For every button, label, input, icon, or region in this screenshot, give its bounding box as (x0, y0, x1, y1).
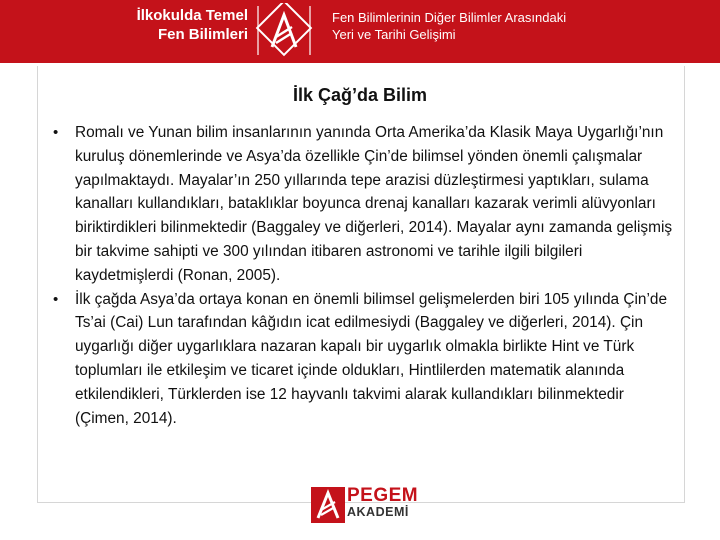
bullet-text: Romalı ve Yunan bilim insanlarının yanında Orta Amerika’da Klasik Maya Uygarlığı’nın kuruluş dönemlerinde ve Asya’da özellikle Çin’de bilimsel yönden önemli çalışmalar yapılmaktaydı. Mayalar’ın 250 yıllarında tepe arazisi düzleştirmesi yaptıkları, sulama kanalları kullandıkları, bataklıklar boyunca drenaj kanalları kazarak verimli alüvyonları biriktirdikleri bilinmektedir (Baggaley ve diğerleri, 2014). Mayalar aynı zamanda gelişmiş bir takvime sahipti ve 300 yılından itibaren astronomi ve tarihle ilgili bilgileri kaydetmişlerdi (Ronan, 2005). (75, 124, 673, 284)
header-banner (0, 0, 720, 63)
bullet-item (48, 288, 676, 431)
course-title (120, 6, 248, 44)
pegem-a-logo-icon (311, 487, 345, 523)
brand-name: PEGEM (347, 485, 419, 506)
bullet-marker: • (53, 290, 59, 308)
course-title-line2: Fen Bilimleri (157, 26, 248, 43)
footer-logo (311, 485, 419, 525)
bullet-item (48, 121, 676, 288)
chapter-title-line2: Yeri ve Tarihi Gelişimi (332, 27, 456, 42)
slide-title: İlk Çağ’da Bilim (292, 85, 428, 105)
course-title-line1: İlkokulda Temel (136, 7, 248, 24)
bullet-text: İlk çağda Asya’da ortaya konan en önemli bilimsel gelişmelerden biri 105 yılında Çin’de Ts’ai (Cai) Lun tarafından kâğıdın icat edilmesiydi (Baggaley ve diğerleri, 2014). Çin uygarlığı diğer uygarlıklara nazaran kapalı bir uygarlık olmakla birlikte Hint ve Türk toplumları ile etkileşim ve ticaret içinde oldukları, Hintlilerden matematik alanında etkilendikleri, Türklerden ise 12 hayvanlı takvimi alarak kullandıkları bilinmektedir (Çimen, 2014). (75, 290, 668, 427)
pegem-a-logo-icon (255, 3, 313, 58)
chapter-title (332, 9, 712, 43)
brand-subtitle: AKADEMİ (347, 505, 409, 519)
chapter-title-line1: Fen Bilimlerinin Diğer Bilimler Arasındaki (332, 10, 567, 25)
bullet-marker: • (53, 124, 59, 141)
bullet-list (48, 121, 676, 430)
